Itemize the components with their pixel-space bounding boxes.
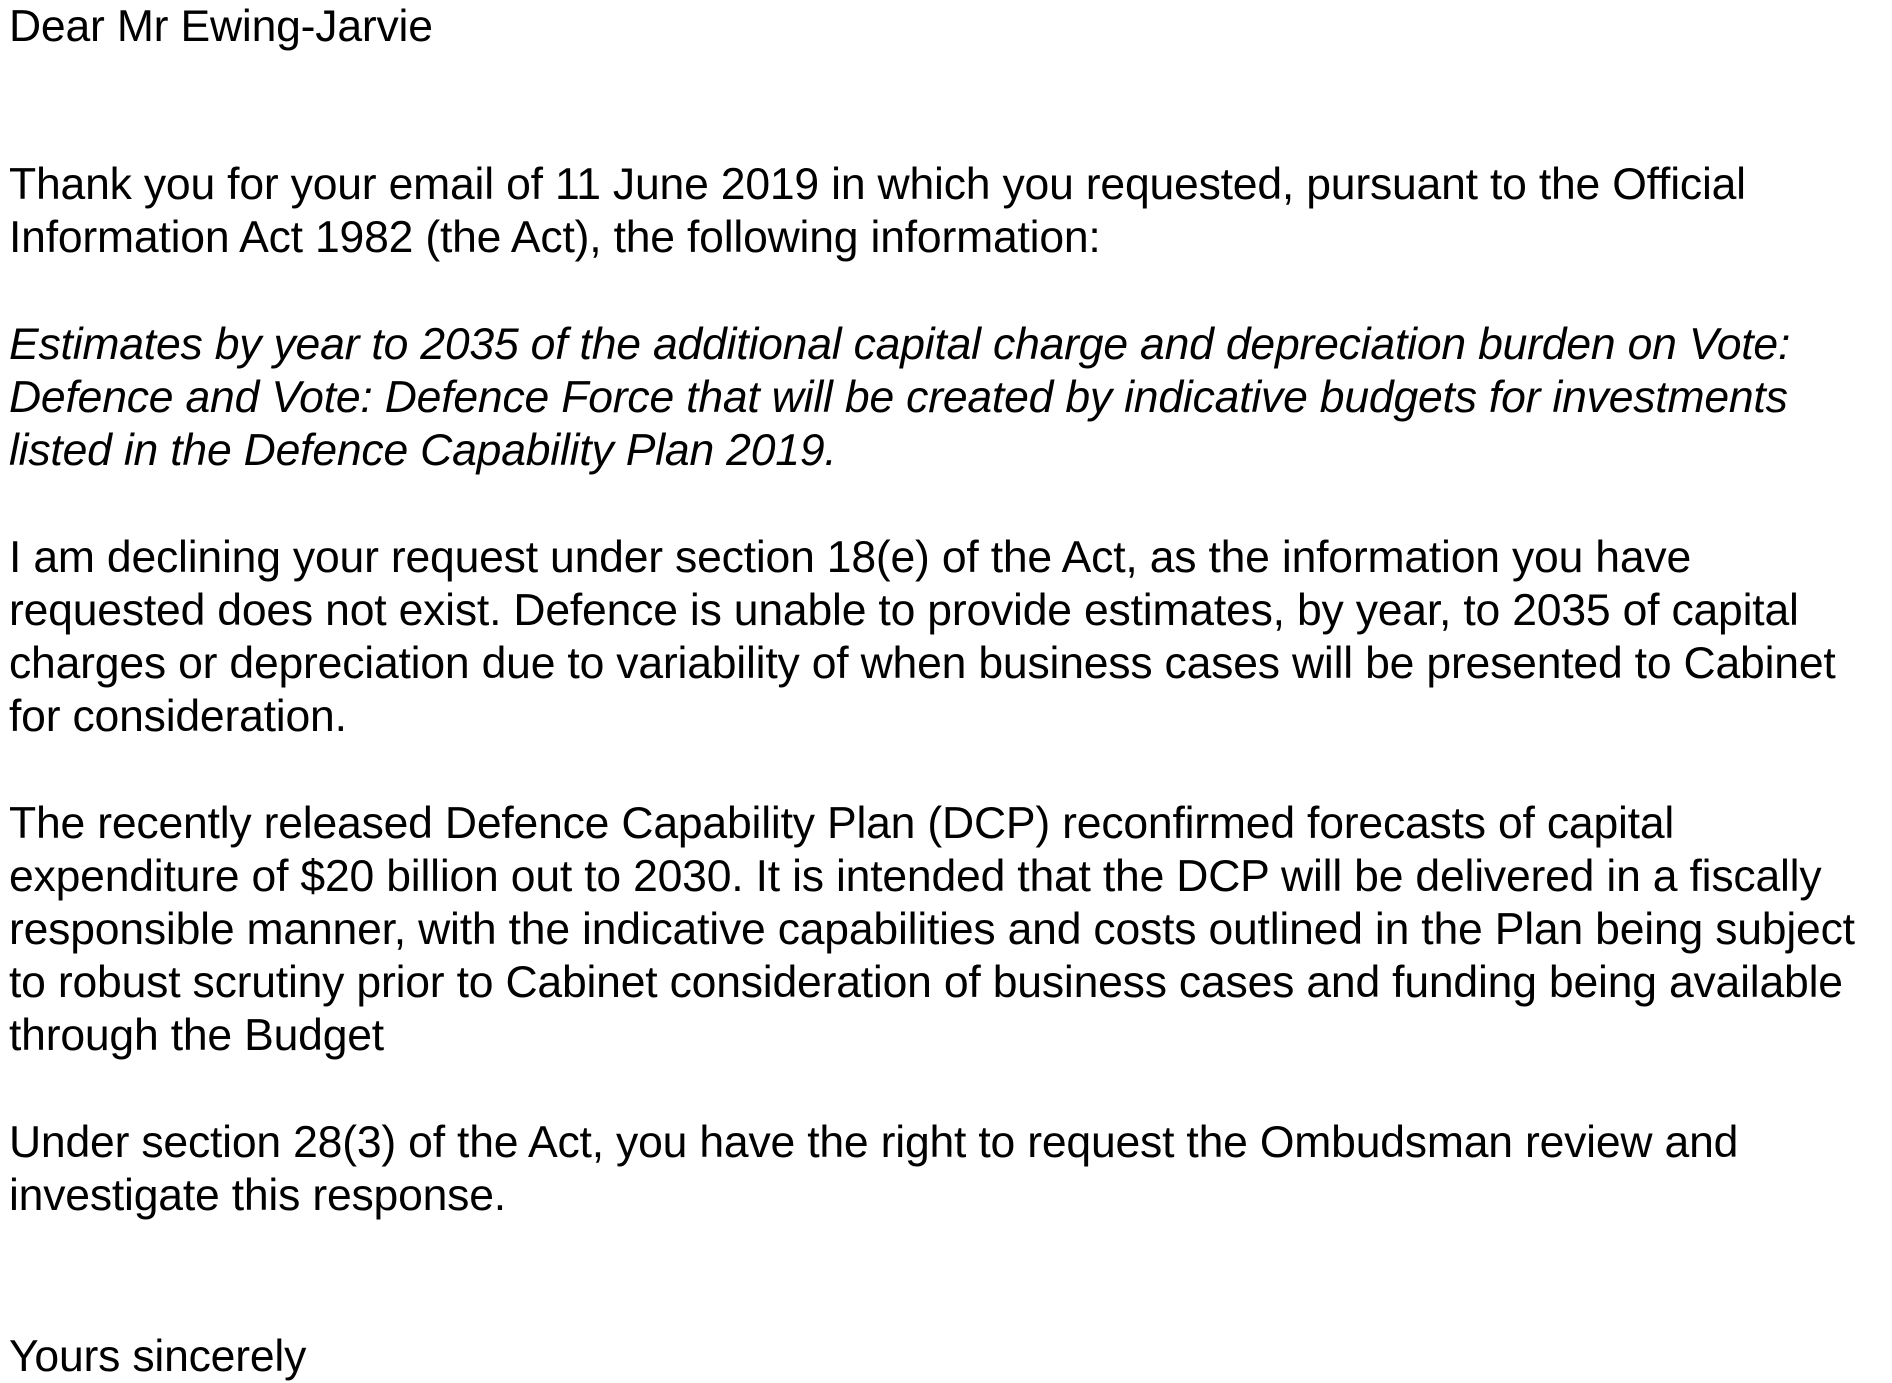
paragraph-ombudsman-rights: Under section 28(3) of the Act, you have the right to request the Ombudsman review and investigate this response. <box>9 1118 1739 1220</box>
paragraph-request-acknowledgement: Thank you for your email of 11 June 2019 in which you requested, pursuant to the Official Information Act 1982 (the Act), the following information: <box>9 160 1746 262</box>
paragraph-quoted-request: Estimates by year to 2035 of the additional capital charge and depreciation burden on Vote: Defence and Vote: Defence Force that will be created by indicative budgets for investments listed in the Defence Capability Plan 2019. <box>9 320 1791 475</box>
paragraph-dcp-forecast: The recently released Defence Capability Plan (DCP) reconfirmed forecasts of capital expenditure of $20 billion out to 2030. It is intended that the DCP will be delivered in a fiscally responsible manner, with the indicative capabilities and costs outlined in the Plan being subject to robust scrutiny prior to Cabinet consideration of business cases and funding being available through the Budget <box>9 799 1855 1060</box>
paragraph-decline-reason: I am declining your request under section 18(e) of the Act, as the information you have requested does not exist. Defence is unable to provide estimates, by year, to 2035 of capital charges or depreciation due to variability of when business cases will be presented to Cabinet for consideration. <box>9 533 1836 741</box>
letter-body <box>9 0 1889 1383</box>
closing: Yours sincerely <box>9 1332 307 1381</box>
salutation: Dear Mr Ewing-Jarvie <box>9 2 433 51</box>
